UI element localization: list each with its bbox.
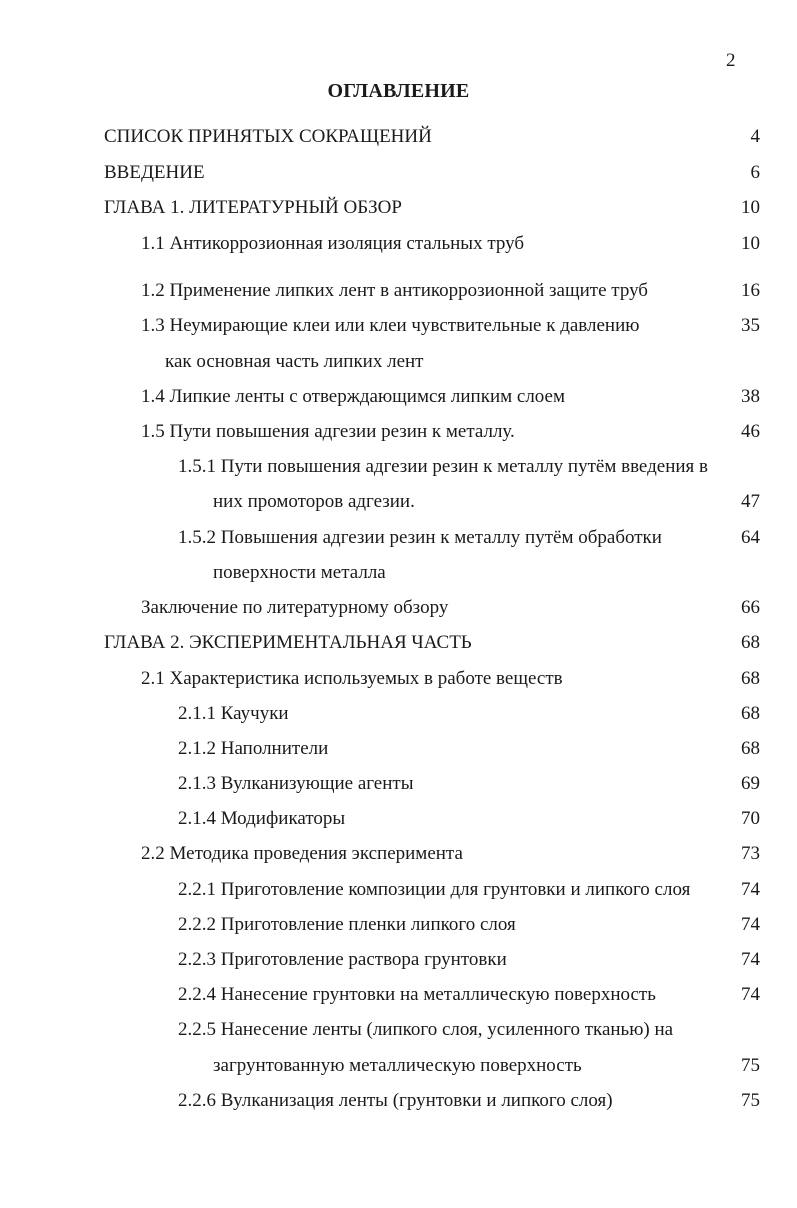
toc-entry: 2.2 Методика проведения эксперимента [141, 843, 463, 864]
toc-entry: 2.1.3 Вулканизующие агенты [178, 773, 414, 794]
page-number: 2 [726, 50, 736, 71]
toc-page-number: 46 [741, 421, 760, 442]
toc-page-number: 38 [741, 386, 760, 407]
toc-page-number: 74 [741, 984, 760, 1005]
toc-entry: 1.2 Применение липких лент в антикоррозионной защите труб [141, 280, 648, 301]
toc-entry: 2.2.6 Вулканизация ленты (грунтовки и липкого слоя) [178, 1090, 613, 1111]
toc-page-number: 47 [741, 491, 760, 512]
toc-page-number: 68 [741, 632, 760, 653]
toc-page-number: 6 [750, 162, 760, 183]
toc-entry: них промоторов адгезии. [213, 491, 415, 512]
toc-entry: 1.4 Липкие ленты с отверждающимся липким слоем [141, 386, 565, 407]
toc-entry: 2.2.4 Нанесение грунтовки на металлическую поверхность [178, 984, 656, 1005]
toc-entry: поверхности металла [213, 562, 386, 583]
toc-page-number: 10 [741, 233, 760, 254]
toc-entry: как основная часть липких лент [165, 351, 424, 372]
toc-page-number: 16 [741, 280, 760, 301]
toc-page-number: 68 [741, 668, 760, 689]
toc-entry: 2.2.5 Нанесение ленты (липкого слоя, усиленного тканью) на [178, 1019, 674, 1040]
toc-entry: 1.3 Неумирающие клеи или клеи чувствительные к давлению [141, 315, 640, 336]
toc-entry: 2.2.1 Приготовление композиции для грунтовки и липкого слоя [178, 879, 691, 900]
toc-entry: 2.1.4 Модификаторы [178, 808, 346, 829]
toc-entry: 2.2.2 Приготовление пленки липкого слоя [178, 914, 516, 935]
toc-entry: 1.5.1 Пути повышения адгезии резин к металлу путём введения в [178, 456, 709, 477]
toc-entry: 1.1 Антикоррозионная изоляция стальных труб [141, 233, 525, 254]
toc-entry: загрунтованную металлическую поверхность [213, 1055, 582, 1076]
toc-entry: 2.1.1 Каучуки [178, 703, 289, 724]
toc-entry: ГЛАВА 1. ЛИТЕРАТУРНЫЙ ОБЗОР [104, 197, 402, 218]
toc-page-number: 68 [741, 738, 760, 759]
page-title: ОГЛАВЛЕНИЕ [327, 80, 470, 102]
toc-page-number: 73 [741, 843, 760, 864]
toc-page-number: 75 [741, 1090, 760, 1111]
toc-entry: ГЛАВА 2. ЭКСПЕРИМЕНТАЛЬНАЯ ЧАСТЬ [104, 632, 472, 653]
toc-entry: 1.5.2 Повышения адгезии резин к металлу путём обработки [178, 527, 662, 548]
toc-entry: Заключение по литературному обзору [141, 597, 449, 618]
toc-page-number: 74 [741, 949, 760, 970]
toc-entry: ВВЕДЕНИЕ [104, 162, 205, 183]
toc-page-number: 35 [741, 315, 760, 336]
toc-page-number: 69 [741, 773, 760, 794]
toc-page-number: 10 [741, 197, 760, 218]
toc-entry: 2.1 Характеристика используемых в работе веществ [141, 668, 563, 689]
toc-page-number: 75 [741, 1055, 760, 1076]
toc-page-number: 68 [741, 703, 760, 724]
toc-page-number: 4 [750, 126, 760, 147]
toc-entry: 2.2.3 Приготовление раствора грунтовки [178, 949, 507, 970]
toc-entry: 2.1.2 Наполнители [178, 738, 329, 759]
toc-page-number: 64 [741, 527, 760, 548]
toc-entry: СПИСОК ПРИНЯТЫХ СОКРАЩЕНИЙ [104, 126, 432, 147]
toc-entry: 1.5 Пути повышения адгезии резин к металлу. [141, 421, 515, 442]
toc-page-number: 70 [741, 808, 760, 829]
toc-page-number: 74 [741, 914, 760, 935]
toc-page-number: 74 [741, 879, 760, 900]
toc-page-number: 66 [741, 597, 760, 618]
